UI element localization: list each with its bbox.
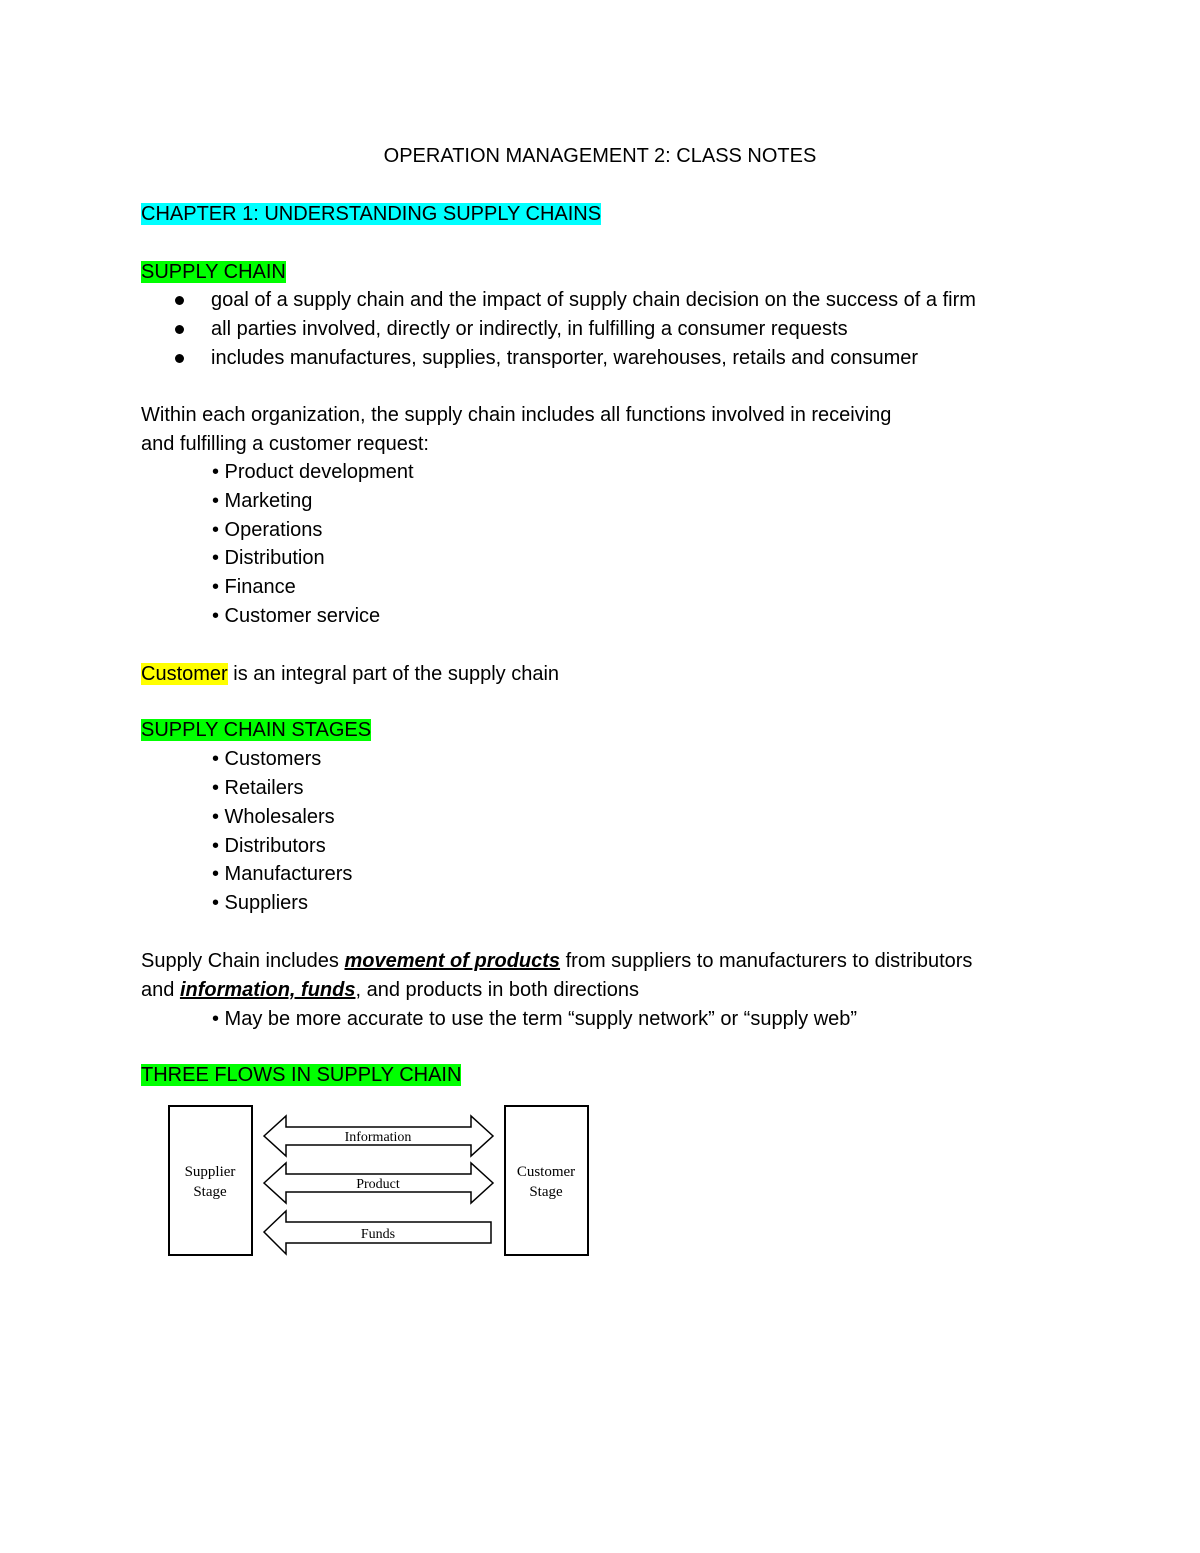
functions-intro-line2: and fulfilling a customer request: <box>141 433 429 455</box>
stage-item: • Customers <box>212 748 322 770</box>
product-arrow-label: Product <box>356 1177 400 1192</box>
functions-intro-line1: Within each organization, the supply chain includes all functions involved in receiving <box>141 404 892 426</box>
movement-line2-post: , and products in both directions <box>355 979 639 1001</box>
function-item: • Marketing <box>212 490 313 512</box>
supplier-stage-label-1: Supplier <box>184 1164 236 1180</box>
customer-note-text: is an integral part of the supply chain <box>227 663 560 685</box>
chapter-heading <box>141 202 601 226</box>
supply-chain-heading-text: SUPPLY CHAIN <box>141 261 286 283</box>
customer-note <box>141 662 559 686</box>
stages-heading-text: SUPPLY CHAIN STAGES <box>141 719 372 741</box>
movement-line2 <box>141 978 639 1002</box>
funds-arrow-label: Funds <box>360 1227 396 1242</box>
stage-item: • Retailers <box>212 777 304 799</box>
supplier-stage-label-2: Stage <box>193 1184 227 1200</box>
movement-line1-post: from suppliers to manufacturers to distributors <box>560 950 973 972</box>
customer-stage-label-2: Stage <box>529 1184 563 1200</box>
bullet-dot <box>175 325 184 334</box>
stage-item: • Distributors <box>212 835 326 857</box>
bullet-dot <box>175 296 184 305</box>
function-item: • Operations <box>212 519 323 541</box>
customer-highlight: Customer <box>141 663 228 685</box>
movement-line2-pre: and <box>141 979 180 1001</box>
bullet-dot <box>175 354 184 363</box>
stage-item: • Manufacturers <box>212 863 353 885</box>
chapter-heading-text: CHAPTER 1: UNDERSTANDING SUPPLY CHAINS <box>141 203 602 225</box>
function-item: • Distribution <box>212 547 325 569</box>
movement-line1 <box>141 949 972 973</box>
customer-stage-box <box>505 1106 588 1255</box>
function-item: • Customer service <box>212 605 381 627</box>
three-flows-diagram <box>160 1098 600 1263</box>
stage-item: • Suppliers <box>212 892 308 914</box>
flows-heading <box>141 1063 461 1087</box>
function-item: • Product development <box>212 461 414 483</box>
supply-chain-bullet: includes manufactures, supplies, transporter, warehouses, retails and consumer <box>211 347 919 369</box>
customer-stage-label-1: Customer <box>516 1164 576 1180</box>
function-item: • Finance <box>212 576 296 598</box>
supplier-stage-box <box>169 1106 252 1255</box>
page-title: OPERATION MANAGEMENT 2: CLASS NOTES <box>383 145 817 167</box>
movement-line1-pre: Supply Chain includes <box>141 950 345 972</box>
information-arrow-label: Information <box>344 1130 412 1145</box>
movement-emphasis: movement of products <box>344 950 561 972</box>
supply-chain-bullet: goal of a supply chain and the impact of supply chain decision on the success of a firm <box>211 289 976 311</box>
supply-chain-heading <box>141 260 286 284</box>
flows-heading-text: THREE FLOWS IN SUPPLY CHAIN <box>141 1064 462 1086</box>
information-funds-emphasis: information, funds <box>179 979 356 1001</box>
supply-chain-bullet: all parties involved, directly or indirectly, in fulfilling a consumer requests <box>211 318 848 340</box>
stages-heading <box>141 718 371 742</box>
stage-item: • Wholesalers <box>212 806 335 828</box>
movement-sub-bullet: • May be more accurate to use the term “supply network” or “supply web” <box>212 1008 858 1030</box>
